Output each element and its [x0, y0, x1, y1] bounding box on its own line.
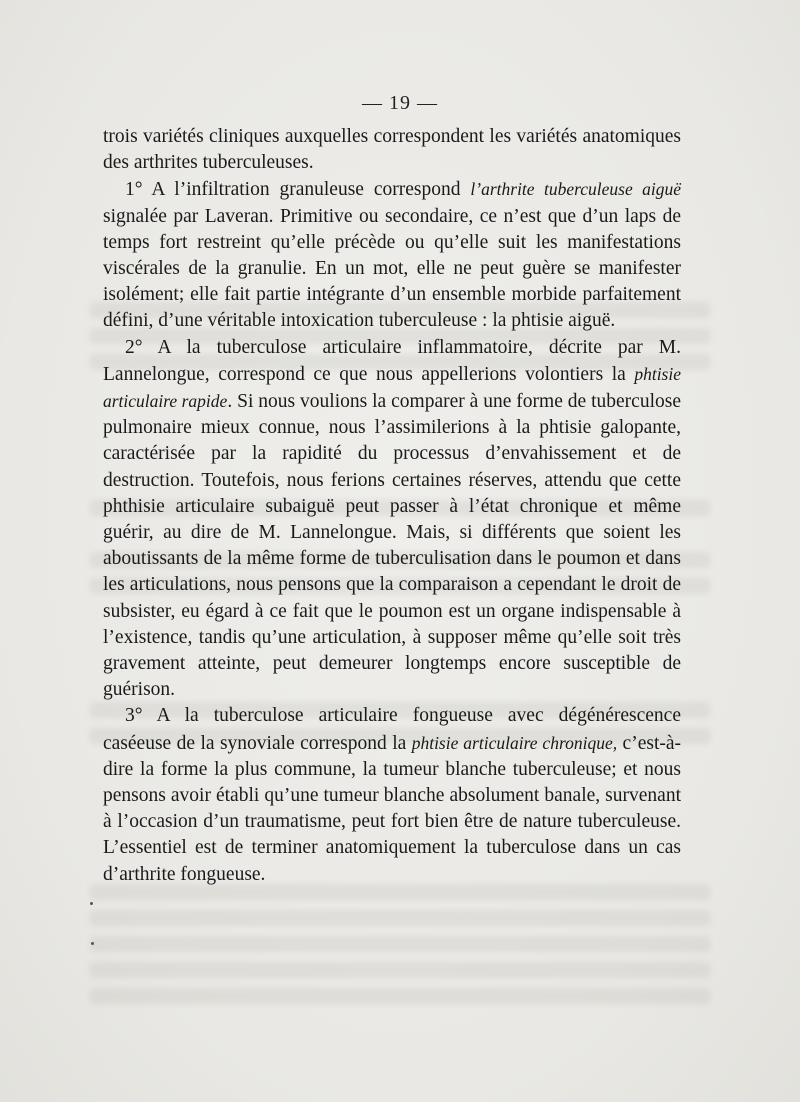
paragraph-2-italic: phtisie articulaire rapide: [103, 363, 681, 412]
body-text: [103, 124, 681, 888]
print-speck: [90, 902, 93, 905]
paragraph-intro-text: trois variétés cliniques auxquelles correspondent les variétés anatomiques des arthrites tuberculeuses.: [103, 126, 681, 174]
paragraph-intro: [103, 124, 681, 176]
paragraph-1-lead: 1° A l’infiltration granuleuse correspond: [125, 179, 471, 201]
paragraph-1-body: signalée par Laveran. Primitive ou secondaire, ce n’est que d’un laps de temps fort restreint qu’elle précède ou qu’elle suit les manifestations viscérales de la granulie. En un mot, elle ne peut guère se manifester isolément; elle fait partie intégrante d’un ensemble morbide parfaitement défini, d’une véritable intoxication tuberculeuse : la phtisie aiguë.: [103, 205, 681, 332]
paragraph-2: [103, 335, 681, 704]
paragraph-2-lead: 2° A la tuberculose articulaire inflammatoire, décrite par M. Lannelongue, correspond ce que nous appellerions volontiers la: [103, 336, 681, 385]
show-through-line: [90, 988, 710, 1004]
paragraph-3-body: c’est-à-dire la forme la plus commune, la tumeur blanche tuberculeuse; et nous pensons avoir établi qu’une tumeur blanche absolument banale, survenant à l’occasion d’un traumatisme, peut fort bien être de nature tuberculeuse. L’essentiel est de terminer anatomiquement la tuberculose dans un cas d’arthrite fongueuse.: [103, 732, 682, 885]
print-specks: [88, 900, 98, 960]
paragraph-1: [103, 176, 681, 334]
paragraph-3-lead: 3° A la tuberculose articulaire fongueuse avec dégénérescence caséeuse de la synoviale correspond la: [103, 705, 681, 754]
paragraph-3: [103, 703, 681, 887]
page-number: — 19 —: [362, 92, 438, 114]
paragraph-2-body: . Si nous voulions la comparer à une forme de tuberculose pulmonaire mieux connue, nous l’assimilerions à la phtisie galopante, caractérisée par la rapidité du processus d’envahissement et de destruction. Toutefois, nous ferions certaines réserves, attendu que cette phthisie articulaire subaiguë peut passer à l’état chronique et même guérir, au dire de M. Lannelongue. Mais, si différents que soient les aboutissants de la même forme de tuberculisation dans le poumon et dans les articulations, nous pensons que la comparaison a cependant le droit de subsister, eu égard à ce fait que le poumon est un organe indispensable à l’existence, tandis qu’une articulation, à supposer même qu’elle soit très gravement atteinte, peut demeurer longtemps encore susceptible de guérison.: [103, 391, 681, 701]
print-speck: [91, 942, 94, 945]
show-through-line: [90, 962, 710, 978]
show-through-line: [90, 936, 710, 952]
paragraph-3-italic: phtisie articulaire chronique,: [411, 732, 618, 753]
paragraph-1-italic: l’arthrite tuberculeuse aiguë: [470, 179, 681, 200]
show-through-line: [90, 910, 710, 926]
